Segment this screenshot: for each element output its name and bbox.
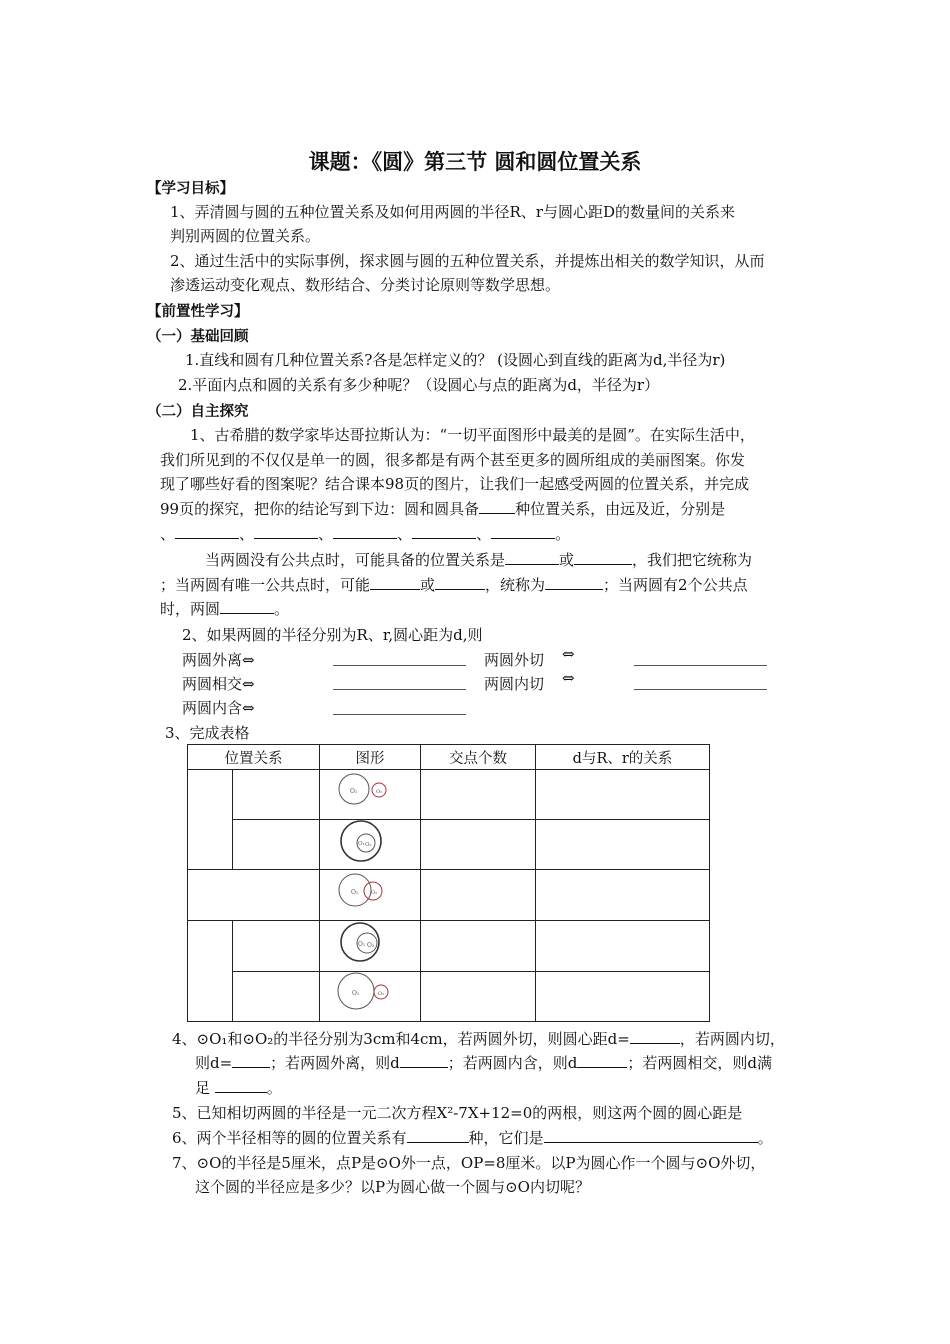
explore-p2-b1: ；当两圆有唯一公共点时，可能 [160,576,371,594]
q4-a: 4、⊙O₁和⊙O₂的半径分别为3cm和4cm，若两圆外切，则圆心距d= [172,1030,630,1048]
q4-blank-1[interactable] [630,1029,680,1044]
q4-b2: ；若两圆外离，则d [270,1054,400,1072]
table-row [188,972,710,1022]
question-6 [172,1127,773,1148]
header-intersections: 交点个数 [421,745,536,770]
objective-2-line-1: 2、通过生活中的实际事例，探求圆与圆的五种位置关系，并提炼出相关的数学知识，从而 [170,252,765,270]
table-header-row [188,745,710,770]
explore-p2-a2: 或 [559,551,575,569]
objective-2-line-2: 渗透运动变化观点、数形结合、分类讨论原则等数学思想。 [170,276,561,294]
o1-label: O₁ [352,990,360,997]
table-row [188,770,710,820]
relations-table [187,744,710,1022]
explore-p1-end: 。 [555,525,571,543]
explore-p2-c2: 。 [274,600,290,618]
relation-int-tangent-label: 两圆内切 [484,675,545,693]
intersections-cell[interactable] [421,770,536,820]
d-relation-cell[interactable] [536,972,710,1022]
sep-2: 、 [318,525,334,543]
diagram-internal-tangent [333,918,393,964]
no-common-blank-1[interactable] [505,550,559,565]
relation-int-tangent-blank[interactable] [634,688,767,690]
o1-label: O₁ [358,941,366,948]
explore-p1-line-2: 我们所见到的不仅仅是单一的圆，很多都是有两个甚至更多的圆所组成的美丽图案。你发 [160,451,746,469]
intersections-cell[interactable] [421,870,536,921]
explore-p2-line-1 [205,549,752,570]
one-common-blank-2[interactable] [435,575,485,590]
relation-blank-1[interactable] [175,524,239,539]
o2-label: O₂ [365,842,372,848]
question-3: 3、完成表格 [165,724,250,742]
question-4-line-2 [195,1052,772,1073]
q4-blank-4[interactable] [577,1053,627,1068]
intersections-cell[interactable] [421,972,536,1022]
relation-blank-5[interactable] [491,524,555,539]
diagram-external-tangent [333,968,393,1014]
two-common-blank[interactable] [220,599,274,614]
explore-p2-b2: 或 [420,576,436,594]
q6-c: 。 [757,1129,773,1147]
basic-question-1: 1.直线和圆有几种位置关系?各是怎样定义的？ (设圆心到直线的距离为d,半径为r) [185,351,726,369]
relation-cell[interactable] [188,870,320,921]
relation-cell[interactable] [233,972,320,1022]
self-explore-heading: （二）自主探究 [147,404,249,420]
relation-ext-tangent-blank[interactable] [634,664,767,666]
q6-b: 种，它们是 [468,1129,544,1147]
basic-question-2: 2.平面内点和圆的关系有多少种呢？（设圆心与点的距离为d，半径为r） [178,376,660,394]
group-cell-1[interactable] [188,770,233,870]
objective-1-line-2: 判别两圆的位置关系。 [170,227,321,245]
relation-cell[interactable] [233,820,320,870]
relation-outside-label: 两圆外离⇔ [182,651,255,669]
explore-p1-line-1: 1、古希腊的数学家毕达哥拉斯认为：“一切平面图形中最美的是圆”。在实际生活中， [190,426,755,444]
q4-b1: 则d= [195,1054,233,1072]
one-common-blank-1[interactable] [370,575,420,590]
count-blank[interactable] [479,499,515,514]
relation-cell[interactable] [233,921,320,972]
explore-p1-line-4-a: 99页的探究，把你的结论写到下边：圆和圆具备 [160,500,480,518]
q6-blank-1[interactable] [407,1128,469,1143]
question-2-intro: 2、如果两圆的半径分别为R、r,圆心距为d,则 [182,626,483,644]
explore-p2-b3: ，统称为 [485,576,546,594]
diagram-external-separate [333,770,393,812]
question-4-line-3 [195,1077,282,1098]
objectives-heading: 【学习目标】 [147,181,234,197]
explore-p2-c1: 时，两圆 [160,600,221,618]
q4-a2: ，若两圆内切， [679,1030,785,1048]
question-4-line-1 [172,1028,785,1049]
question-5: 5、已知相切两圆的半径是一元二次方程X²-7X+12=0的两根，则这两个圆的圆心距是 [172,1104,743,1122]
explore-p1-line-4 [160,498,725,519]
d-relation-cell[interactable] [536,870,710,921]
relation-blank-3[interactable] [333,524,397,539]
o2-label: O₂ [378,991,385,997]
question-7-line-2: 这个圆的半径应是多少？以P为圆心做一个圆与⊙O内切呢？ [195,1178,590,1196]
explore-p1-line-5 [160,523,570,544]
relation-outside-blank[interactable] [333,664,466,666]
header-d-relation: d与R、r的关系 [536,745,710,770]
explore-p2-a3: ，我们把它统称为 [632,551,753,569]
relation-cell[interactable] [233,770,320,820]
relation-contain-blank[interactable] [333,713,466,715]
relation-blank-2[interactable] [254,524,318,539]
sep-4: 、 [476,525,492,543]
intersections-cell[interactable] [421,820,536,870]
q6-a: 6、两个半径相等的圆的位置关系有 [172,1129,407,1147]
explore-p1-line-3: 现了哪些好看的图案呢？结合课本98页的图片，让我们一起感受两圆的位置关系，并完成 [160,475,750,493]
table-row [188,820,710,870]
relation-intersect-label: 两圆相交⇔ [182,675,255,693]
o1-label: O₁ [358,841,365,847]
table-row [188,921,710,972]
diagram-intersecting [333,870,393,912]
table-row [188,870,710,921]
intersections-cell[interactable] [421,921,536,972]
q4-blank-3[interactable] [400,1053,448,1068]
iff-icon-int-tangent: ⇔ [562,669,575,687]
q4-blank-2[interactable] [232,1053,270,1068]
o1-label: O₁ [350,788,358,795]
pre-study-heading: 【前置性学习】 [147,304,249,320]
relation-intersect-blank[interactable] [333,688,466,690]
o2-label: O₂ [376,789,383,795]
no-common-blank-2[interactable] [574,550,632,565]
q4-b4: ；若两圆相交，则d满 [627,1054,772,1072]
relation-ext-tangent-label: 两圆外切 [484,651,545,669]
d-relation-cell[interactable] [536,770,710,820]
sep-0: 、 [160,525,176,543]
q4-b3: ；若两圆内含，则d [447,1054,578,1072]
header-relation: 位置关系 [188,745,320,770]
explore-p2-a1: 当两圆没有公共点时，可能具备的位置关系是 [205,551,506,569]
objective-1-line-1: 1、弄清圆与圆的五种位置关系及如何用两圆的半径R、r与圆心距D的数量间的关系来 [170,203,736,221]
explore-p2-line-3 [160,598,289,619]
sep-1: 、 [239,525,255,543]
basic-review-heading: （一）基础回顾 [147,329,249,345]
sep-3: 、 [397,525,413,543]
q4-blank-5[interactable] [215,1078,267,1093]
o2-label: O₂ [371,890,378,896]
q6-blank-2[interactable] [544,1128,758,1143]
d-relation-cell[interactable] [536,921,710,972]
relation-contain-label: 两圆内含⇔ [182,699,255,717]
o1-label: O₁ [351,889,359,896]
o2-label: O₂ [367,942,375,949]
relation-blank-4[interactable] [412,524,476,539]
d-relation-cell[interactable] [536,820,710,870]
q4-c2: 。 [266,1079,282,1097]
question-7-line-1: 7、⊙O的半径是5厘米，点P是⊙O外一点，OP=8厘米。以P为圆心作一个圆与⊙O外切， [172,1154,766,1172]
q4-c1: 足 [195,1079,215,1097]
page-title: 课题：《圆》第三节 圆和圆位置关系 [308,150,642,174]
diagram-contained [333,818,393,864]
explore-p1-line-4-b: 种位置关系，由远及近，分别是 [515,500,726,518]
explore-p2-b4: ；当两圆有2个公共点 [603,576,748,594]
explore-p2-line-2 [160,574,748,595]
group-cell-2[interactable] [188,921,233,1022]
header-figure: 图形 [320,745,421,770]
one-common-blank-3[interactable] [545,575,603,590]
iff-icon-ext-tangent: ⇔ [562,645,575,663]
